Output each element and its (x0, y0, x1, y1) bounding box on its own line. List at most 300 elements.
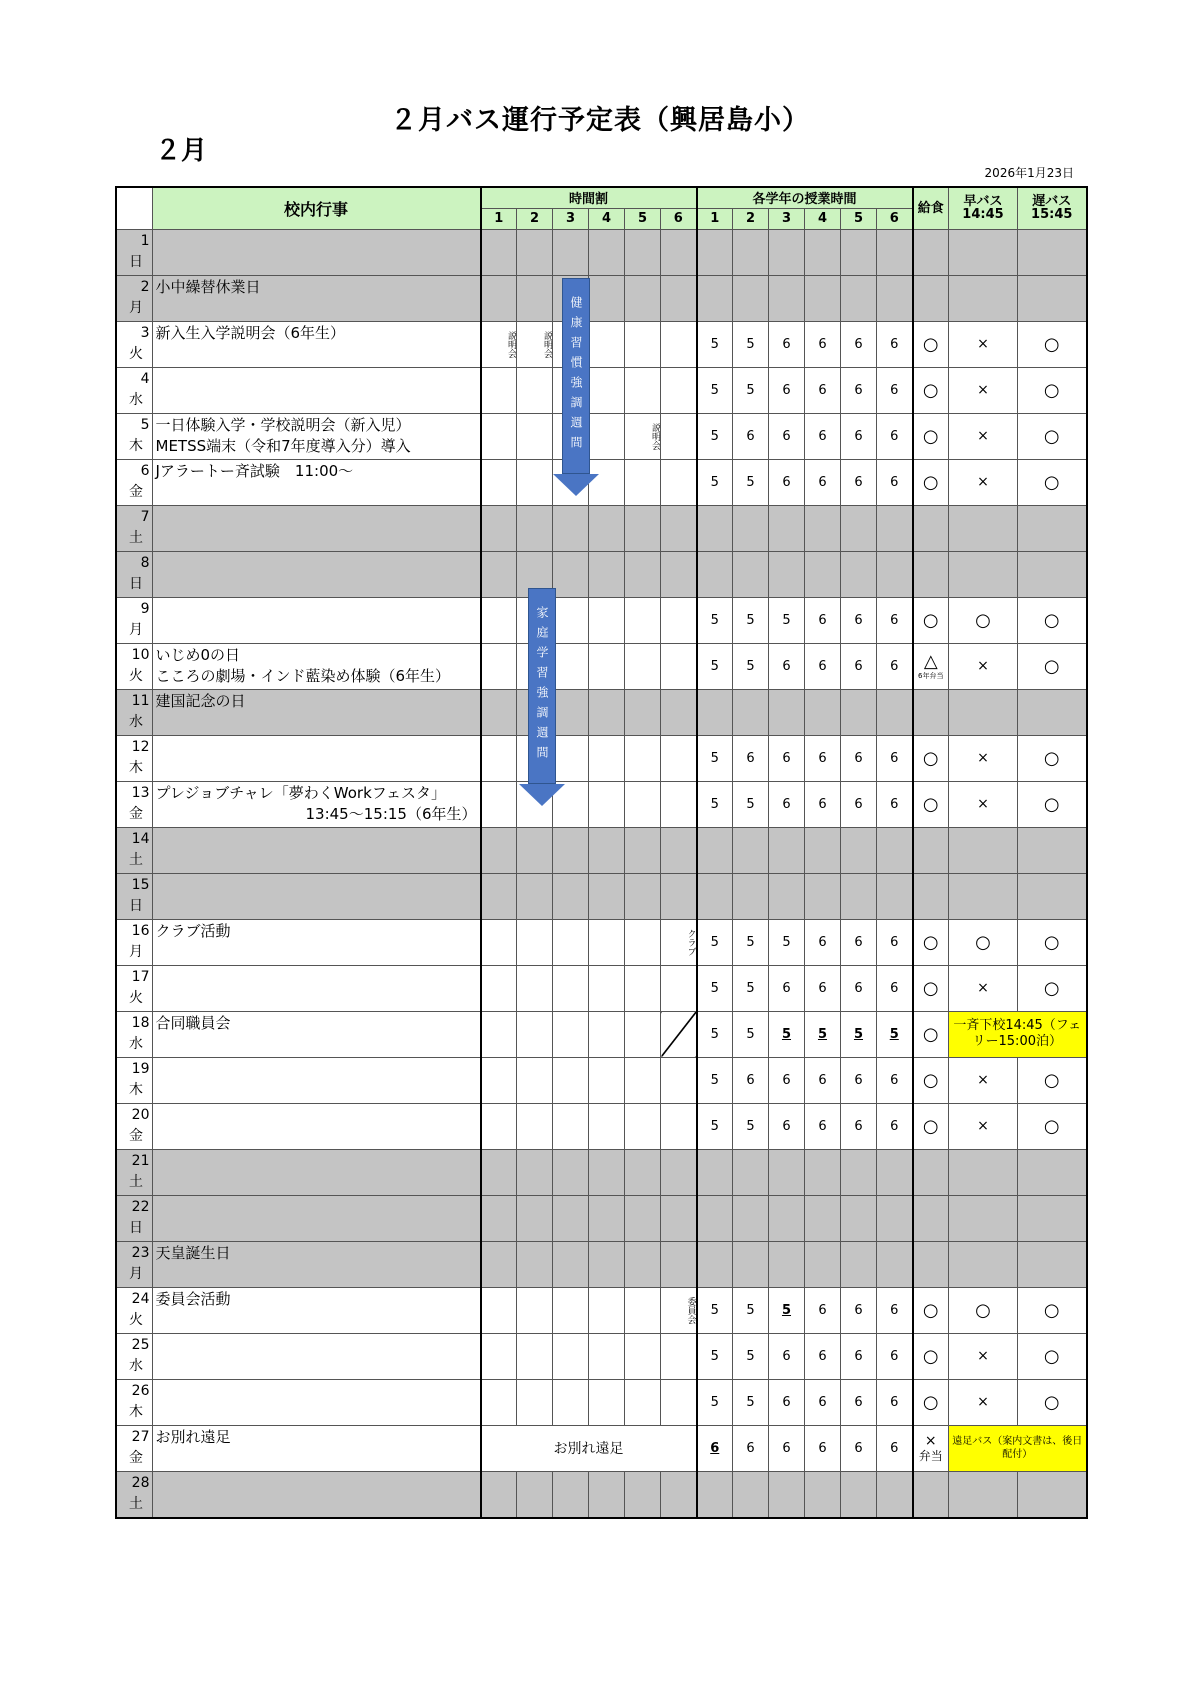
hours-cell-grade-4: 6 (805, 367, 841, 413)
weekday: 土 (129, 852, 143, 868)
late-bus-header: 遅バス 15:45 (1018, 187, 1087, 229)
weekday: 金 (129, 484, 143, 500)
hours-cell-grade-6 (877, 229, 913, 275)
event-cell (152, 459, 481, 505)
hours-cell-grade-6 (877, 1195, 913, 1241)
event-line: Jアラートー斉試験 11:00～ (155, 461, 354, 480)
hours-cell-grade-5 (841, 689, 877, 735)
lunch-cell (913, 1149, 949, 1195)
hours-cell-grade-3: 6 (769, 413, 805, 459)
timetable-cell-1 (481, 1103, 517, 1149)
hours-cell-grade-3: 6 (769, 367, 805, 413)
period-header-1: 1 (481, 208, 517, 229)
hours-cell-grade-1 (697, 689, 733, 735)
timetable-cell-4 (589, 229, 625, 275)
hours-cell-grade-4: 6 (805, 1333, 841, 1379)
timetable-cell-2 (517, 367, 553, 413)
hours-cell-grade-2: 5 (733, 1103, 769, 1149)
hours-cell-grade-6 (877, 1471, 913, 1518)
late-bus-cell (1018, 1103, 1087, 1149)
timetable-cell-6 (661, 1011, 697, 1057)
late-bus-cell (1018, 597, 1087, 643)
table-row (116, 919, 1087, 965)
hours-cell-grade-3: 5 (769, 597, 805, 643)
late-bus-cell (1018, 1241, 1087, 1287)
hours-cell-grade-3 (769, 827, 805, 873)
timetable-cell-3 (553, 643, 589, 689)
event-line: 小中繰替休業日 (155, 277, 261, 296)
hours-cell-grade-6: 6 (877, 919, 913, 965)
hours-cell-grade-5 (841, 827, 877, 873)
hours-cell-grade-2: 5 (733, 1333, 769, 1379)
timetable-cell-4 (589, 597, 625, 643)
event-line: 合同職員会 (155, 1013, 231, 1032)
timetable-cell-2 (517, 275, 553, 321)
weekday: 木 (129, 438, 143, 454)
timetable-cell-3 (553, 1149, 589, 1195)
late-bus-mark: ○ (1043, 471, 1060, 493)
event-line: いじめ0の日 (155, 645, 241, 664)
hours-cell-grade-5: 6 (841, 1379, 877, 1425)
day-number: 5 (140, 417, 150, 433)
timetable-cell-4 (589, 1471, 625, 1518)
date-cell (116, 459, 152, 505)
hours-cell-grade-4: 6 (805, 413, 841, 459)
hours-cell-grade-3 (769, 1149, 805, 1195)
hours-cell-grade-4 (805, 689, 841, 735)
hours-cell-grade-5: 6 (841, 919, 877, 965)
timetable-cell-6 (661, 965, 697, 1011)
hours-cell-grade-1 (697, 1149, 733, 1195)
hours-cell-grade-3: 6 (769, 735, 805, 781)
timetable-cell-5 (625, 1379, 661, 1425)
lunch-mark: △ (923, 651, 938, 672)
hours-cell-grade-4: 6 (805, 1379, 841, 1425)
early-bus-mark: ○ (975, 931, 991, 953)
day-number: 24 (131, 1291, 150, 1307)
hours-cell-grade-1 (697, 229, 733, 275)
date-cell (116, 873, 152, 919)
early-bus-cell (949, 1333, 1018, 1379)
hours-cell-grade-4: 6 (805, 1057, 841, 1103)
timetable-cell-1 (481, 1379, 517, 1425)
hours-cell-grade-4: 5 (805, 1011, 841, 1057)
table-row (116, 873, 1087, 919)
early-bus-mark: × (977, 1348, 989, 1364)
event-cell (152, 551, 481, 597)
timetable-cell-1 (481, 919, 517, 965)
date-cell (116, 1195, 152, 1241)
late-bus-cell (1018, 275, 1087, 321)
event-cell (152, 367, 481, 413)
hours-cell-grade-1 (697, 1471, 733, 1518)
weekday: 火 (129, 668, 143, 684)
weekday: 月 (129, 1266, 143, 1282)
hours-cell-grade-3 (769, 505, 805, 551)
timetable-cell-6 (661, 735, 697, 781)
date-cell (116, 1057, 152, 1103)
hours-cell-grade-3: 6 (769, 1333, 805, 1379)
day-number: 12 (131, 739, 150, 755)
table-row (116, 1333, 1087, 1379)
weekday: 月 (129, 300, 143, 316)
table-row (116, 229, 1087, 275)
bus-note: 一斉下校14:45（フェリー15:00泊） (949, 1011, 1087, 1057)
timetable-cell-2 (517, 1149, 553, 1195)
hours-cell-grade-1: 5 (697, 1011, 733, 1057)
timetable-cell-1 (481, 1241, 517, 1287)
hours-cell-grade-5: 6 (841, 597, 877, 643)
timetable-cell-5 (625, 1057, 661, 1103)
hours-cell-grade-1: 5 (697, 781, 733, 827)
lunch-cell (913, 597, 949, 643)
date-cell (116, 689, 152, 735)
hours-cell-grade-6: 6 (877, 1333, 913, 1379)
grade-header-2: 2 (733, 208, 769, 229)
timetable-cell-3 (553, 873, 589, 919)
date-cell (116, 1425, 152, 1471)
early-bus-cell (949, 1149, 1018, 1195)
timetable-cell-3 (553, 597, 589, 643)
hours-cell-grade-2 (733, 1195, 769, 1241)
timetable-cell-3 (553, 229, 589, 275)
lunch-mark: ○ (922, 471, 939, 493)
hours-cell-grade-1: 5 (697, 597, 733, 643)
timetable-cell-5 (625, 1011, 661, 1057)
early-bus-cell (949, 459, 1018, 505)
hours-cell-grade-3 (769, 1471, 805, 1518)
late-bus-mark: ○ (1043, 1069, 1060, 1091)
early-bus-cell (949, 781, 1018, 827)
weekday: 土 (129, 1174, 143, 1190)
lunch-cell (913, 1011, 949, 1057)
date-cell (116, 965, 152, 1011)
hours-cell-grade-2 (733, 229, 769, 275)
hours-cell-grade-3 (769, 873, 805, 919)
lunch-mark: ○ (922, 747, 939, 769)
event-line: クラブ活動 (155, 921, 231, 940)
hours-cell-grade-5: 6 (841, 1103, 877, 1149)
timetable-cell-5 (625, 321, 661, 367)
hours-cell-grade-5 (841, 1241, 877, 1287)
early-bus-cell (949, 321, 1018, 367)
late-bus-cell (1018, 827, 1087, 873)
hours-cell-grade-2: 6 (733, 413, 769, 459)
early-bus-cell (949, 413, 1018, 459)
hours-cell-grade-5: 6 (841, 643, 877, 689)
hours-cell-grade-1 (697, 873, 733, 919)
timetable-cell-6 (661, 1379, 697, 1425)
lunch-mark: ○ (922, 931, 939, 953)
timetable-cell-5 (625, 735, 661, 781)
date-cell (116, 643, 152, 689)
date-cell (116, 1149, 152, 1195)
late-bus-cell (1018, 643, 1087, 689)
hours-cell-grade-2 (733, 1241, 769, 1287)
date-cell (116, 1379, 152, 1425)
lunch-cell (913, 459, 949, 505)
event-cell (152, 735, 481, 781)
page-title: ２月バス運行予定表（興居島小） (390, 105, 810, 136)
late-bus-cell (1018, 735, 1087, 781)
hours-cell-grade-6: 6 (877, 413, 913, 459)
lunch-mark: ○ (922, 333, 939, 355)
hours-cell-grade-5 (841, 1149, 877, 1195)
date-cell (116, 919, 152, 965)
timetable-cell-2 (517, 1471, 553, 1518)
hours-cell-grade-5: 6 (841, 1425, 877, 1471)
event-cell (152, 827, 481, 873)
late-bus-cell (1018, 781, 1087, 827)
timetable-cell-1 (481, 367, 517, 413)
timetable-cell-3 (553, 505, 589, 551)
lunch-mark: ○ (922, 1069, 939, 1091)
period-header-3: 3 (553, 208, 589, 229)
date-cell (116, 1471, 152, 1518)
day-number: 1 (140, 233, 150, 249)
hours-cell-grade-2: 6 (733, 735, 769, 781)
weekday: 火 (129, 346, 143, 362)
hours-cell-grade-3: 6 (769, 1379, 805, 1425)
arrow-head-icon (553, 474, 599, 496)
hours-cell-grade-6 (877, 689, 913, 735)
early-bus-cell (949, 1057, 1018, 1103)
event-cell (152, 1057, 481, 1103)
hours-cell-grade-2: 6 (733, 1425, 769, 1471)
timetable-cell-5 (625, 1333, 661, 1379)
timetable-cell-1 (481, 873, 517, 919)
weekday: 木 (129, 760, 143, 776)
timetable-cell-6 (661, 1057, 697, 1103)
late-bus-cell (1018, 965, 1087, 1011)
hours-cell-grade-4: 6 (805, 321, 841, 367)
event-line: 一日体験入学・学校説明会（新入児） (155, 415, 411, 434)
timetable-header: 時間割 (481, 187, 697, 208)
late-bus-cell (1018, 367, 1087, 413)
weekday: 木 (129, 1082, 143, 1098)
hours-cell-grade-3 (769, 551, 805, 597)
early-bus-mark: × (977, 1394, 989, 1410)
timetable-cell-6 (661, 1471, 697, 1518)
weekday: 土 (129, 530, 143, 546)
date-cell (116, 827, 152, 873)
bus-note: 遠足バス（案内文書は、後日配付） (949, 1425, 1087, 1471)
timetable-cell-3 (553, 1287, 589, 1333)
day-number: 18 (131, 1015, 150, 1031)
timetable-cell-1 (481, 643, 517, 689)
late-bus-cell (1018, 1195, 1087, 1241)
date-cell (116, 413, 152, 459)
hours-cell-grade-6: 6 (877, 643, 913, 689)
day-number: 25 (131, 1337, 150, 1353)
early-bus-cell (949, 229, 1018, 275)
hours-cell-grade-4: 6 (805, 1287, 841, 1333)
hours-cell-grade-1: 5 (697, 1103, 733, 1149)
hours-cell-grade-6: 6 (877, 597, 913, 643)
late-bus-cell (1018, 1057, 1087, 1103)
lunch-cell (913, 367, 949, 413)
late-bus-mark: ○ (1043, 609, 1060, 631)
date-cell (116, 781, 152, 827)
late-bus-cell (1018, 689, 1087, 735)
event-cell (152, 1195, 481, 1241)
early-bus-cell (949, 827, 1018, 873)
day-number: 15 (131, 877, 150, 893)
timetable-cell-5 (625, 1287, 661, 1333)
hours-cell-grade-6: 5 (877, 1011, 913, 1057)
early-bus-cell (949, 1471, 1018, 1518)
hours-cell-grade-2: 5 (733, 321, 769, 367)
hours-cell-grade-4: 6 (805, 919, 841, 965)
early-bus-mark: × (977, 658, 989, 674)
lunch-cell (913, 551, 949, 597)
lunch-cell (913, 965, 949, 1011)
hours-cell-grade-5: 6 (841, 413, 877, 459)
hours-cell-grade-1 (697, 551, 733, 597)
late-bus-cell (1018, 1333, 1087, 1379)
hours-cell-grade-1 (697, 1241, 733, 1287)
event-line: 建国記念の日 (155, 691, 246, 710)
hours-cell-grade-1: 5 (697, 413, 733, 459)
table-row (116, 1425, 1087, 1471)
timetable-cell-1 (481, 413, 517, 459)
weekday: 水 (129, 714, 143, 730)
hours-cell-grade-5: 5 (841, 1011, 877, 1057)
hours-cell-grade-1: 5 (697, 643, 733, 689)
timetable-cell-5 (625, 827, 661, 873)
period-header-4: 4 (589, 208, 625, 229)
event-line: METSS端末（令和7年度導入分）導入 (155, 436, 411, 455)
hours-cell-grade-2 (733, 873, 769, 919)
timetable-cell-4 (589, 1149, 625, 1195)
hours-cell-grade-3: 6 (769, 321, 805, 367)
hours-cell-grade-5 (841, 873, 877, 919)
lunch-cell (913, 1425, 949, 1471)
timetable-cell-6 (661, 1241, 697, 1287)
timetable-cell-6 (661, 229, 697, 275)
event-cell (152, 1379, 481, 1425)
table-row (116, 321, 1087, 367)
table-row (116, 1057, 1087, 1103)
timetable-cell-4 (589, 413, 625, 459)
hours-cell-grade-3: 5 (769, 1287, 805, 1333)
timetable-cell-2 (517, 919, 553, 965)
hours-cell-grade-5 (841, 1195, 877, 1241)
event-cell (152, 781, 481, 827)
timetable-cell-6 (661, 1149, 697, 1195)
hours-cell-grade-2: 5 (733, 965, 769, 1011)
hours-cell-grade-3: 6 (769, 1103, 805, 1149)
lunch-cell (913, 689, 949, 735)
date-cell (116, 1241, 152, 1287)
lunch-cell (913, 919, 949, 965)
day-number: 23 (131, 1245, 150, 1261)
event-cell (152, 321, 481, 367)
timetable-cell-1 (481, 1011, 517, 1057)
hours-cell-grade-3 (769, 689, 805, 735)
period-header-5: 5 (625, 208, 661, 229)
hours-cell-grade-5: 6 (841, 781, 877, 827)
day-number: 10 (131, 647, 150, 663)
lunch-cell (913, 1333, 949, 1379)
late-bus-cell (1018, 229, 1087, 275)
hours-cell-grade-6 (877, 1241, 913, 1287)
lunch-header: 給食 (913, 187, 949, 229)
early-bus-mark: × (977, 428, 989, 444)
hours-cell-grade-6: 6 (877, 1425, 913, 1471)
timetable-cell-3 (553, 827, 589, 873)
lunch-note: 弁当 (918, 1448, 943, 1463)
hours-cell-grade-6: 6 (877, 1379, 913, 1425)
table-row (116, 413, 1087, 459)
hours-cell-grade-5: 6 (841, 459, 877, 505)
timetable-cell-4 (589, 1379, 625, 1425)
period-header-2: 2 (517, 208, 553, 229)
hours-cell-grade-3 (769, 229, 805, 275)
lunch-cell (913, 735, 949, 781)
hours-cell-grade-3 (769, 1241, 805, 1287)
hours-cell-grade-5 (841, 229, 877, 275)
late-bus-mark: ○ (1043, 379, 1060, 401)
hours-cell-grade-1 (697, 1195, 733, 1241)
late-bus-mark: ○ (1043, 655, 1060, 677)
event-cell (152, 1241, 481, 1287)
timetable-cell-5 (625, 643, 661, 689)
lunch-cell (913, 873, 949, 919)
lunch-cell (913, 505, 949, 551)
timetable-cell-1 (481, 689, 517, 735)
late-bus-mark: ○ (1043, 1115, 1060, 1137)
day-number: 3 (140, 325, 150, 341)
hours-cell-grade-4: 6 (805, 1425, 841, 1471)
late-bus-mark: ○ (1043, 1391, 1060, 1413)
grade-hours-header: 各学年の授業時間 (697, 187, 913, 208)
day-number: 9 (140, 601, 150, 617)
lunch-mark: ○ (922, 379, 939, 401)
timetable-cell-4 (589, 873, 625, 919)
timetable-cell-1 (481, 459, 517, 505)
table-row (116, 965, 1087, 1011)
weekday: 火 (129, 1312, 143, 1328)
early-bus-cell (949, 551, 1018, 597)
early-bus-cell (949, 1241, 1018, 1287)
lunch-cell (913, 321, 949, 367)
hours-cell-grade-4 (805, 275, 841, 321)
timetable-cell-2 (517, 413, 553, 459)
lunch-mark: ○ (922, 1023, 939, 1045)
period-header-6: 6 (661, 208, 697, 229)
timetable-cell-3 (553, 1103, 589, 1149)
timetable-cell-1 (481, 1471, 517, 1518)
arrow-head-icon (519, 784, 565, 806)
hours-cell-grade-5: 6 (841, 965, 877, 1011)
hours-cell-grade-2: 6 (733, 1057, 769, 1103)
timetable-cell-1: 説明会 (481, 321, 517, 367)
hours-cell-grade-2 (733, 827, 769, 873)
late-bus-cell (1018, 459, 1087, 505)
timetable-cell-6: クラブ (661, 919, 697, 965)
hours-cell-grade-5: 6 (841, 735, 877, 781)
timetable-cell-1 (481, 781, 517, 827)
event-cell (152, 873, 481, 919)
corner-cell (116, 187, 152, 229)
early-bus-cell (949, 735, 1018, 781)
timetable-cell-2 (517, 1057, 553, 1103)
early-bus-header: 早バス 14:45 (949, 187, 1018, 229)
date-cell (116, 229, 152, 275)
table-row (116, 1379, 1087, 1425)
date-cell (116, 1287, 152, 1333)
